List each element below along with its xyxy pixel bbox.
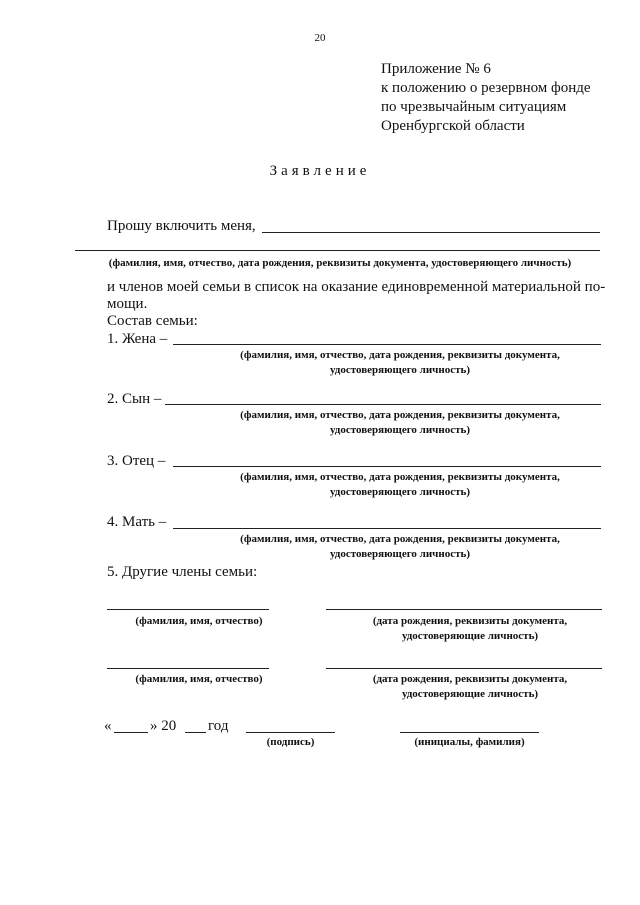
appendix-block [381, 60, 591, 136]
applicant-details-line[interactable] [75, 250, 600, 251]
member-wife-line[interactable] [173, 344, 601, 345]
member-father-label: 3. Отец – [107, 453, 166, 469]
date-year-word: год [208, 718, 229, 734]
appendix-line-2: к положению о резервном фонде [381, 80, 591, 96]
applicant-hint: (фамилия, имя, отчество, дата рождения, реквизиты документа, удостоверяющего личность) [108, 257, 572, 269]
family-heading: Состав семьи: [107, 313, 198, 329]
other-members-label: 5. Другие члены семьи: [107, 564, 258, 580]
appendix-line-4: Оренбургской области [381, 118, 525, 134]
other-member-1-doc-hint-line-2: удостоверяющие личность) [401, 630, 539, 642]
initials-line[interactable] [400, 732, 539, 733]
member-mother-hint-line-1: (фамилия, имя, отчество, дата рождения, реквизиты документа, [240, 533, 560, 545]
date-day-line[interactable] [114, 732, 148, 733]
signature-line[interactable] [246, 732, 335, 733]
other-member-2-doc-hint-line-1: (дата рождения, реквизиты документа, [372, 673, 568, 685]
member-son-line[interactable] [165, 404, 601, 405]
date-century: » 20 [150, 718, 177, 734]
other-member-2-doc-hint [340, 672, 600, 702]
member-wife-hint-line-1: (фамилия, имя, отчество, дата рождения, реквизиты документа, [240, 349, 560, 361]
appendix-line-3: по чрезвычайным ситуациям [381, 99, 567, 115]
date-open-quote: « [104, 718, 112, 734]
applicant-name-line[interactable] [262, 232, 600, 233]
member-father-hint-line-1: (фамилия, имя, отчество, дата рождения, реквизиты документа, [240, 471, 560, 483]
other-member-1-doc-hint-line-1: (дата рождения, реквизиты документа, [372, 615, 568, 627]
body-line-1: и членов моей семьи в список на оказание единовременной материальной по- [107, 279, 606, 295]
page-number: 20 [314, 32, 326, 44]
other-member-2-name-hint: (фамилия, имя, отчество) [135, 673, 263, 685]
member-mother-hint-line-2: удостоверяющего личность) [330, 548, 470, 560]
signature-hint: (подпись) [266, 736, 315, 748]
member-son-hint [200, 408, 600, 438]
member-son-hint-line-1: (фамилия, имя, отчество, дата рождения, реквизиты документа, [240, 409, 560, 421]
member-wife-label: 1. Жена – [107, 331, 168, 347]
other-member-2-doc-line[interactable] [326, 668, 602, 669]
member-father-hint-line-2: удостоверяющего личность) [330, 486, 470, 498]
other-member-1-doc-hint [340, 614, 600, 644]
other-member-1-name-line[interactable] [107, 609, 269, 610]
other-member-2-name-line[interactable] [107, 668, 269, 669]
member-father-hint [200, 470, 600, 500]
member-wife-hint [200, 348, 600, 378]
member-father-line[interactable] [173, 466, 601, 467]
other-member-1-doc-line[interactable] [326, 609, 602, 610]
member-mother-label: 4. Мать – [107, 514, 167, 530]
appendix-line-1: Приложение № 6 [381, 61, 491, 77]
member-mother-hint [200, 532, 600, 562]
body-line-2: мощи. [107, 296, 148, 312]
member-mother-line[interactable] [173, 528, 601, 529]
document-title: Заявление [269, 163, 371, 179]
member-son-hint-line-2: удостоверяющего личность) [330, 424, 470, 436]
initials-hint: (инициалы, фамилия) [414, 736, 525, 748]
member-son-label: 2. Сын – [107, 391, 162, 407]
date-year-line[interactable] [185, 732, 206, 733]
member-wife-hint-line-2: удостоверяющего личность) [330, 364, 470, 376]
other-member-2-doc-hint-line-2: удостоверяющие личность) [401, 688, 539, 700]
other-member-1-name-hint: (фамилия, имя, отчество) [135, 615, 263, 627]
request-label: Прошу включить меня, [107, 218, 256, 234]
